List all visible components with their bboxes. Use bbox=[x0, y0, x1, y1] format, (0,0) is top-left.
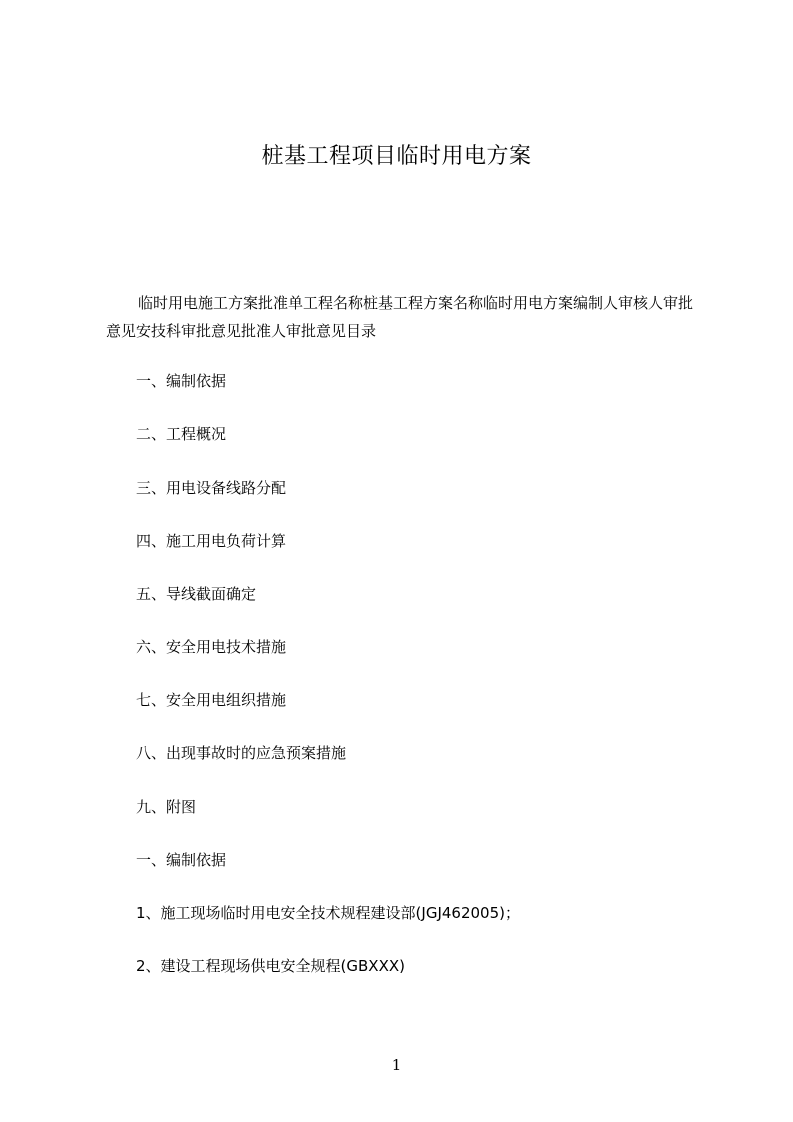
section-heading: 一、编制依据 bbox=[136, 851, 227, 869]
toc-item-2: 二、工程概况 bbox=[136, 425, 227, 443]
page-number: 1 bbox=[391, 1056, 402, 1074]
toc-item-9: 九、附图 bbox=[136, 798, 197, 816]
toc-item-4: 四、施工用电负荷计算 bbox=[136, 532, 287, 550]
reference-item-1: 1、施工现场临时用电安全技术规程建设部(JGJ462005)； bbox=[136, 904, 520, 922]
intro-paragraph: 临时用电施工方案批准单工程名称桩基工程方案名称临时用电方案编制人审核人审批意见安技科审批意见批准人审批意见目录 bbox=[106, 294, 694, 340]
toc-item-5: 五、导线截面确定 bbox=[136, 585, 257, 603]
document-title: 桩基工程项目临时用电方案 bbox=[261, 144, 532, 169]
toc-item-8: 八、出现事故时的应急预案措施 bbox=[136, 744, 347, 762]
toc-item-3: 三、用电设备线路分配 bbox=[136, 479, 287, 497]
toc-item-7: 七、安全用电组织措施 bbox=[136, 691, 287, 709]
toc-item-1: 一、编制依据 bbox=[136, 372, 227, 390]
toc-item-6: 六、安全用电技术措施 bbox=[136, 638, 287, 656]
reference-item-2: 2、建设工程现场供电安全规程(GBXXX) bbox=[136, 957, 405, 975]
